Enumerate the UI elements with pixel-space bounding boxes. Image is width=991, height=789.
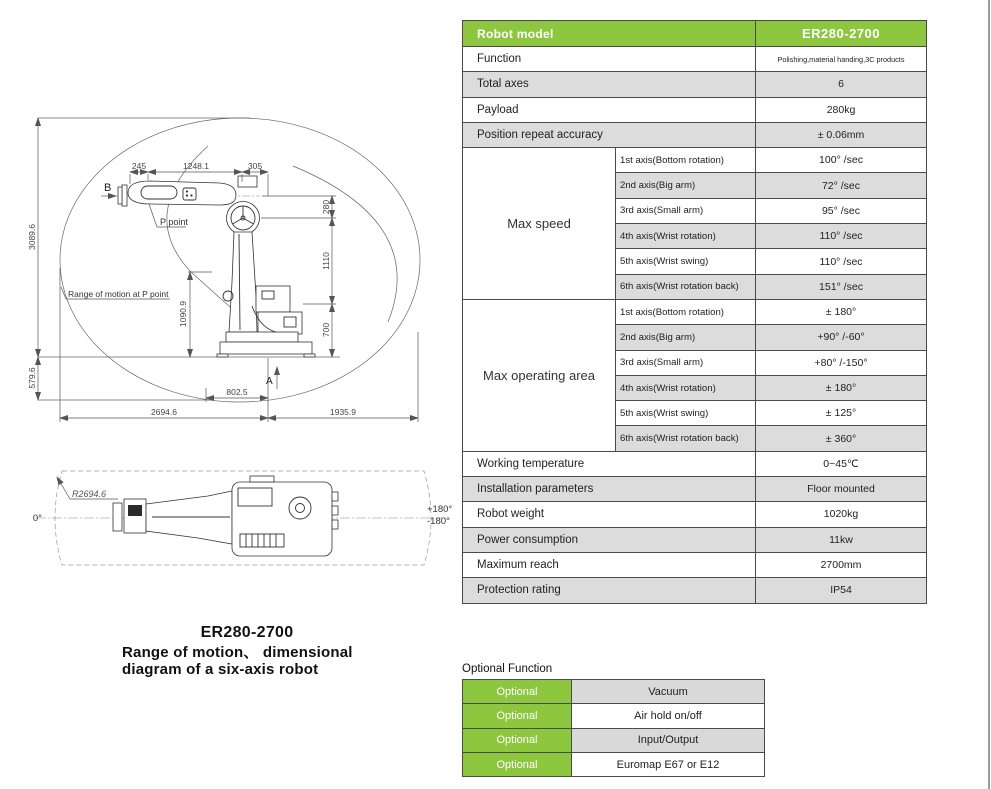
spec-sub-label: 5th axis(Wrist swing) (616, 249, 756, 274)
spec-sub-label: 5th axis(Wrist swing) (616, 401, 756, 426)
spec-table (462, 20, 927, 604)
spec-row (463, 122, 927, 147)
robot-side-view (116, 176, 315, 357)
optional-value-cell: Vacuum (572, 680, 765, 704)
spec-value-cell: ± 360° (756, 426, 927, 451)
spec-label-cell: Total axes (463, 72, 756, 97)
optional-row (463, 728, 765, 752)
spec-label-cell: Function (463, 47, 756, 72)
spec-value-cell: 72° /sec (756, 173, 927, 198)
dim-280: 280 (321, 199, 331, 215)
spec-value-cell: 1020kg (756, 502, 927, 527)
spec-sub-label: 2nd axis(Big arm) (616, 173, 756, 198)
optional-tag-cell: Optional (463, 752, 572, 776)
optional-value-cell: Air hold on/off (572, 704, 765, 728)
spec-label-cell: Position repeat accuracy (463, 122, 756, 147)
caption-model: ER280-2700 (200, 624, 294, 641)
caption-line3: diagram of a six-axis robot (122, 660, 319, 678)
spec-sub-label: 3rd axis(Small arm) (616, 350, 756, 375)
motor-box-2 (258, 312, 302, 334)
dim-1090: 1090.9 (178, 301, 188, 327)
dim-1935: 1935.9 (330, 407, 356, 417)
dim-1248: 1248.1 (183, 161, 209, 171)
spec-label-cell: Protection rating (463, 578, 756, 603)
optional-tag-cell: Optional (463, 704, 572, 728)
spec-row (463, 578, 927, 603)
spec-value-cell: +90° /-60° (756, 325, 927, 350)
spec-row (463, 72, 927, 97)
spec-label-cell: Working temperature (463, 451, 756, 476)
diagram-svg (0, 100, 460, 600)
spec-header-value: ER280-2700 (756, 21, 927, 47)
spec-value-cell: Floor mounted (756, 477, 927, 502)
spec-sub-label: 3rd axis(Small arm) (616, 198, 756, 223)
label-range-of-motion: Range of motion at P point (68, 289, 169, 299)
spec-sub-row (463, 299, 927, 324)
label-minus-180: -180° (427, 516, 450, 527)
optional-value-cell: Euromap E67 or E12 (572, 752, 765, 776)
label-radius: R2694.6 (72, 489, 107, 499)
spec-table-container (462, 20, 927, 604)
dim-305: 305 (247, 161, 263, 171)
dimension-annotations (27, 118, 418, 422)
big-arm (229, 232, 257, 332)
dim-802: 802.5 (226, 387, 248, 397)
optional-row (463, 752, 765, 776)
diagram-caption (122, 624, 422, 678)
page-right-border (988, 0, 990, 789)
dim-3089: 3089.6 (27, 224, 37, 250)
spec-sub-label: 1st axis(Bottom rotation) (616, 299, 756, 324)
optional-tag-cell: Optional (463, 728, 572, 752)
optional-value-cell: Input/Output (572, 728, 765, 752)
spec-value-cell: 110° /sec (756, 224, 927, 249)
spec-row (463, 527, 927, 552)
turret (226, 332, 298, 342)
spec-value-cell: ± 125° (756, 401, 927, 426)
spec-sub-label: 4th axis(Wrist rotation) (616, 375, 756, 400)
spec-label-cell: Payload (463, 97, 756, 122)
label-zero-deg: 0° (32, 513, 42, 524)
spec-group-cell: Max operating area (463, 299, 616, 451)
spec-value-cell: +80° /-150° (756, 350, 927, 375)
base-plate (220, 342, 312, 354)
optional-function-title: Optional Function (462, 663, 553, 675)
dim-245: 245 (131, 161, 147, 171)
spec-label-cell: Maximum reach (463, 552, 756, 577)
spec-value-cell: 100° /sec (756, 148, 927, 173)
optional-table (462, 679, 765, 777)
robot-top-view (33, 471, 452, 565)
spec-value-cell: 151° /sec (756, 274, 927, 299)
spec-value-cell: 6 (756, 72, 927, 97)
spec-table-body (463, 21, 927, 604)
spec-value-cell: 110° /sec (756, 249, 927, 274)
caption-line2: Range of motion、 dimensional (122, 644, 353, 661)
spec-sub-label: 6th axis(Wrist rotation back) (616, 426, 756, 451)
spec-label-cell: Installation parameters (463, 477, 756, 502)
spec-value-cell: ± 180° (756, 375, 927, 400)
spec-header-row (463, 21, 927, 47)
spec-label-cell: Robot weight (463, 502, 756, 527)
spec-value-cell: 11kw (756, 527, 927, 552)
spec-value-cell: IP54 (756, 578, 927, 603)
spec-value-cell: ± 180° (756, 299, 927, 324)
spec-value-cell: 280kg (756, 97, 927, 122)
optional-row (463, 704, 765, 728)
optional-tag-cell: Optional (463, 680, 572, 704)
spec-sub-label: 4th axis(Wrist rotation) (616, 224, 756, 249)
label-p-point: P point (160, 217, 188, 227)
label-plus-180: +180° (427, 504, 453, 515)
spec-value-cell: Polishing,material handing,3C products (756, 47, 927, 72)
spec-header-label: Robot model (463, 21, 756, 47)
wrist-flange (122, 185, 127, 206)
spec-row (463, 502, 927, 527)
dim-2694: 2694.6 (151, 407, 177, 417)
wrist-flange-plate (118, 187, 122, 204)
spec-row (463, 47, 927, 72)
spec-sub-label: 6th axis(Wrist rotation back) (616, 274, 756, 299)
spec-value-cell: 2700mm (756, 552, 927, 577)
axis4-motor (238, 176, 257, 187)
spec-value-cell: 0~45℃ (756, 451, 927, 476)
spec-group-cell: Max speed (463, 148, 616, 300)
optional-table-body (463, 680, 765, 777)
spec-label-cell: Power consumption (463, 527, 756, 552)
robot-dimensional-diagram (0, 100, 460, 605)
label-b: B (104, 182, 112, 194)
spec-row (463, 451, 927, 476)
spec-row (463, 477, 927, 502)
dim-1110: 1110 (321, 252, 331, 270)
spec-row (463, 552, 927, 577)
dim-579: 579.6 (27, 367, 37, 389)
optional-table-container (462, 679, 765, 777)
optional-row (463, 680, 765, 704)
spec-value-cell: ± 0.06mm (756, 122, 927, 147)
spec-sub-row (463, 148, 927, 173)
spec-row (463, 97, 927, 122)
label-a: A (266, 376, 273, 387)
spec-sub-label: 1st axis(Bottom rotation) (616, 148, 756, 173)
dim-700: 700 (321, 322, 331, 338)
spec-value-cell: 95° /sec (756, 198, 927, 223)
spec-sub-label: 2nd axis(Big arm) (616, 325, 756, 350)
